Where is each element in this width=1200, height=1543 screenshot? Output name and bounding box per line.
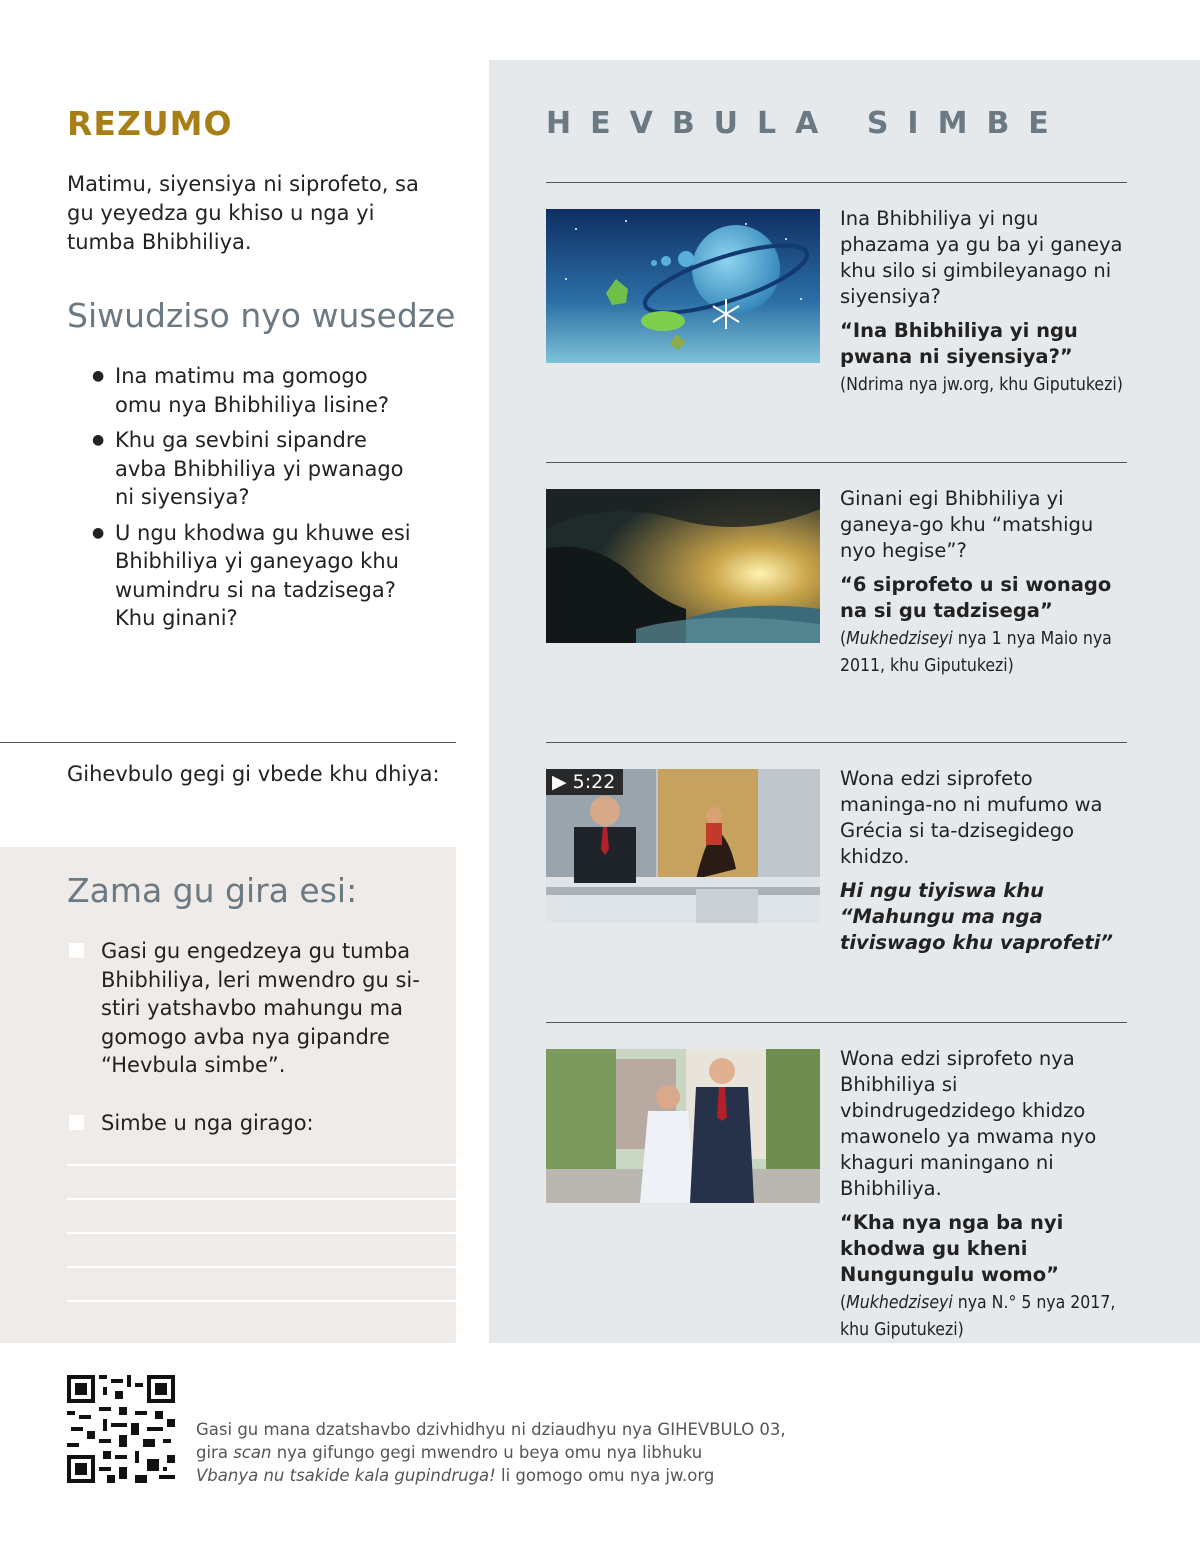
review-questions [90, 362, 420, 640]
prophecy-image[interactable] [546, 489, 820, 643]
write-line[interactable] [67, 1164, 456, 1166]
reference-note: (Mukhedziseyi nya N.° 5 nya 2017, khu Giputukezi) [840, 1293, 1116, 1340]
goal-heading: Zama gu gira esi: [67, 871, 358, 910]
couple-image[interactable] [546, 1049, 820, 1203]
reference-note: (Mukhedziseyi nya 1 nya Maio nya 2011, khu Giputukezi) [840, 629, 1112, 676]
entry-reference [840, 878, 1130, 956]
summary-title: REZUMO [67, 104, 233, 143]
review-heading: Siwudziso nyo wusedze [67, 296, 456, 335]
entry-divider [546, 1022, 1127, 1023]
footer-line: Gasi gu mana dzatshavbo dzivhidhyu ni dziaudhyu nya GIHEVBULO 03, [196, 1420, 786, 1439]
entry-divider [546, 742, 1127, 743]
goal-text: Simbe u nga girago: [101, 1110, 314, 1135]
write-line[interactable] [67, 1198, 456, 1200]
article-link[interactable]: “Ina Bhibhiliya yi ngu pwana ni siyensiya?” [840, 319, 1078, 368]
footer-line: Vbanya nu tsakide kala gupindruga! li gomogo omu nya jw.org [196, 1466, 715, 1485]
reference-note: (Ndrima nya jw.org, khu Giputukezi) [840, 375, 1123, 395]
question-item: ● U ngu khodwa gu khuwe esi Bhibhiliya yi ganeyago khu wumindru si na tadzisega? Khu ginani? [90, 519, 420, 633]
science-image[interactable] [546, 209, 820, 363]
checkbox[interactable] [69, 943, 84, 958]
article-link[interactable]: “6 siprofeto u si wonago na si gu tadzisega” [840, 573, 1112, 622]
entry-divider [546, 462, 1127, 463]
video-duration: ▶ 5:22 [546, 769, 623, 795]
goal-list [67, 937, 427, 1137]
footer-note [196, 1418, 836, 1487]
question-item: ● Ina matimu ma gomogo omu nya Bhibhiliya lisine? [90, 362, 420, 419]
write-line[interactable] [67, 1300, 456, 1302]
entry-reference [840, 318, 1130, 398]
write-line[interactable] [67, 1266, 456, 1268]
entry-reference [840, 572, 1130, 679]
footer-line: gira scan nya gifungo gegi mwendro u beya omu nya libhuku [196, 1443, 703, 1462]
goal-item [67, 937, 427, 1080]
article-link[interactable]: “Kha nya nga ba nyi khodwa gu kheni Nungungulu womo” [840, 1211, 1064, 1286]
goal-item [67, 1109, 427, 1138]
entry-video [840, 766, 1130, 956]
summary-text: Matimu, siyensiya ni siprofeto, sa gu yeyedza gu khiso u nga yi tumba Bhibhiliya. [67, 172, 419, 254]
entry-journalist [840, 1046, 1130, 1343]
divider [0, 742, 456, 743]
write-line[interactable] [67, 1232, 456, 1234]
qr-code[interactable] [67, 1375, 175, 1483]
video-thumbnail[interactable] [546, 769, 820, 923]
video-link[interactable]: Hi ngu tiyiswa khu “Mahungu ma nga tiviswago khu vaprofeti” [840, 879, 1113, 954]
entry-divider [546, 182, 1127, 183]
question-item: ● Khu ga sevbini sipandre avba Bhibhiliya yi pwanago ni siyensiya? [90, 426, 420, 512]
entry-description: Ina Bhibhiliya yi ngu phazama ya gu ba yi ganeya khu silo si gimbileyanago ni siyensiya? [840, 207, 1123, 308]
entry-description: Ginani egi Bhibhiliya yi ganeya-go khu “matshigu nyo hegise”? [840, 487, 1094, 562]
entry-reference [840, 1210, 1130, 1343]
entry-description: Wona edzi siprofeto nya Bhibhiliya si vbindrugedzidego khidzo mawonelo ya mwama nyo khaguri maningano ni Bhibhiliya. [840, 1047, 1097, 1200]
delivered-by-label: Gihevbulo gegi gi vbede khu dhiya: [67, 762, 440, 786]
checkbox[interactable] [69, 1115, 84, 1130]
entry-last-days [840, 486, 1130, 679]
goal-text: Gasi gu engedzeya gu tumba Bhibhiliya, leri mwendro gu si-stiri yatshavbo mahungu ma gomogo avba nya gipandre “Hevbula simbe”. [101, 939, 420, 1077]
further-reading-title: HEVBULA SIMBE [546, 106, 1068, 141]
entry-science [840, 206, 1130, 398]
entry-description: Wona edzi siprofeto maninga-no ni mufumo wa Grécia si ta-dzisegidego khidzo. [840, 767, 1103, 868]
